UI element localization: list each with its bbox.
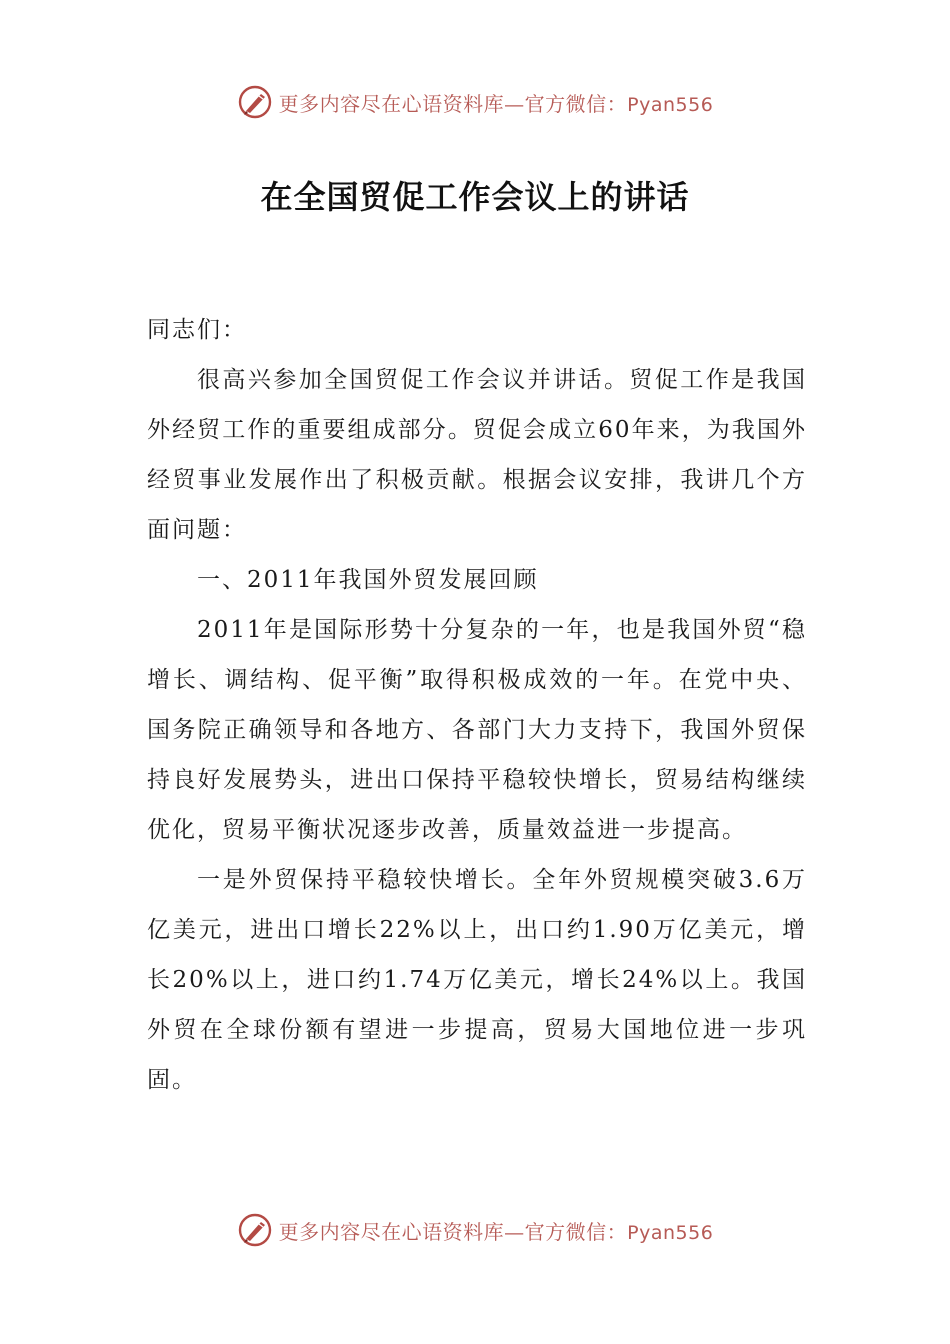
watermark-text: 更多内容尽在心语资料库—官方微信：Pyan556 [278,1219,714,1244]
watermark-text: 更多内容尽在心语资料库—官方微信：Pyan556 [278,91,714,116]
paragraph-review: 2011年是国际形势十分复杂的一年，也是我国外贸“稳增长、调结构、促平衡”取得积极成效的一年。在党中央、国务院正确领导和各地方、各部门大力支持下，我国外贸保持良好发展势头，进出口保持平稳较快增长，贸易结构继续优化，贸易平衡状况逐步改善，质量效益进一步提高。 [147,617,807,843]
paragraph-intro: 很高兴参加全国贸促工作会议并讲话。贸促工作是我国外经贸工作的重要组成部分。贸促会成立60年来，为我国外经贸事业发展作出了积极贡献。根据会议安排，我讲几个方面问题： [147,367,807,543]
document-title: 在全国贸促工作会议上的讲话 [260,178,690,216]
paragraph-growth: 一是外贸保持平稳较快增长。全年外贸规模突破3.6万亿美元，进出口增长22%以上，出口约1.90万亿美元，增长20%以上，进口约1.74万亿美元，增长24%以上。我国外贸在全球份额有望进一步提高，贸易大国地位进一步巩固。 [147,867,807,1093]
wechat-handle: Pyan556 [627,1221,714,1244]
footer-watermark-banner [0,1208,950,1252]
pen-logo-icon [237,84,273,120]
section-heading: 一、2011年我国外贸发展回顾 [197,567,539,593]
wechat-handle: Pyan556 [627,93,714,116]
header-watermark-banner [0,80,950,124]
pen-logo-icon [237,1212,273,1248]
document-body [147,305,807,1105]
salutation: 同志们： [147,317,247,343]
